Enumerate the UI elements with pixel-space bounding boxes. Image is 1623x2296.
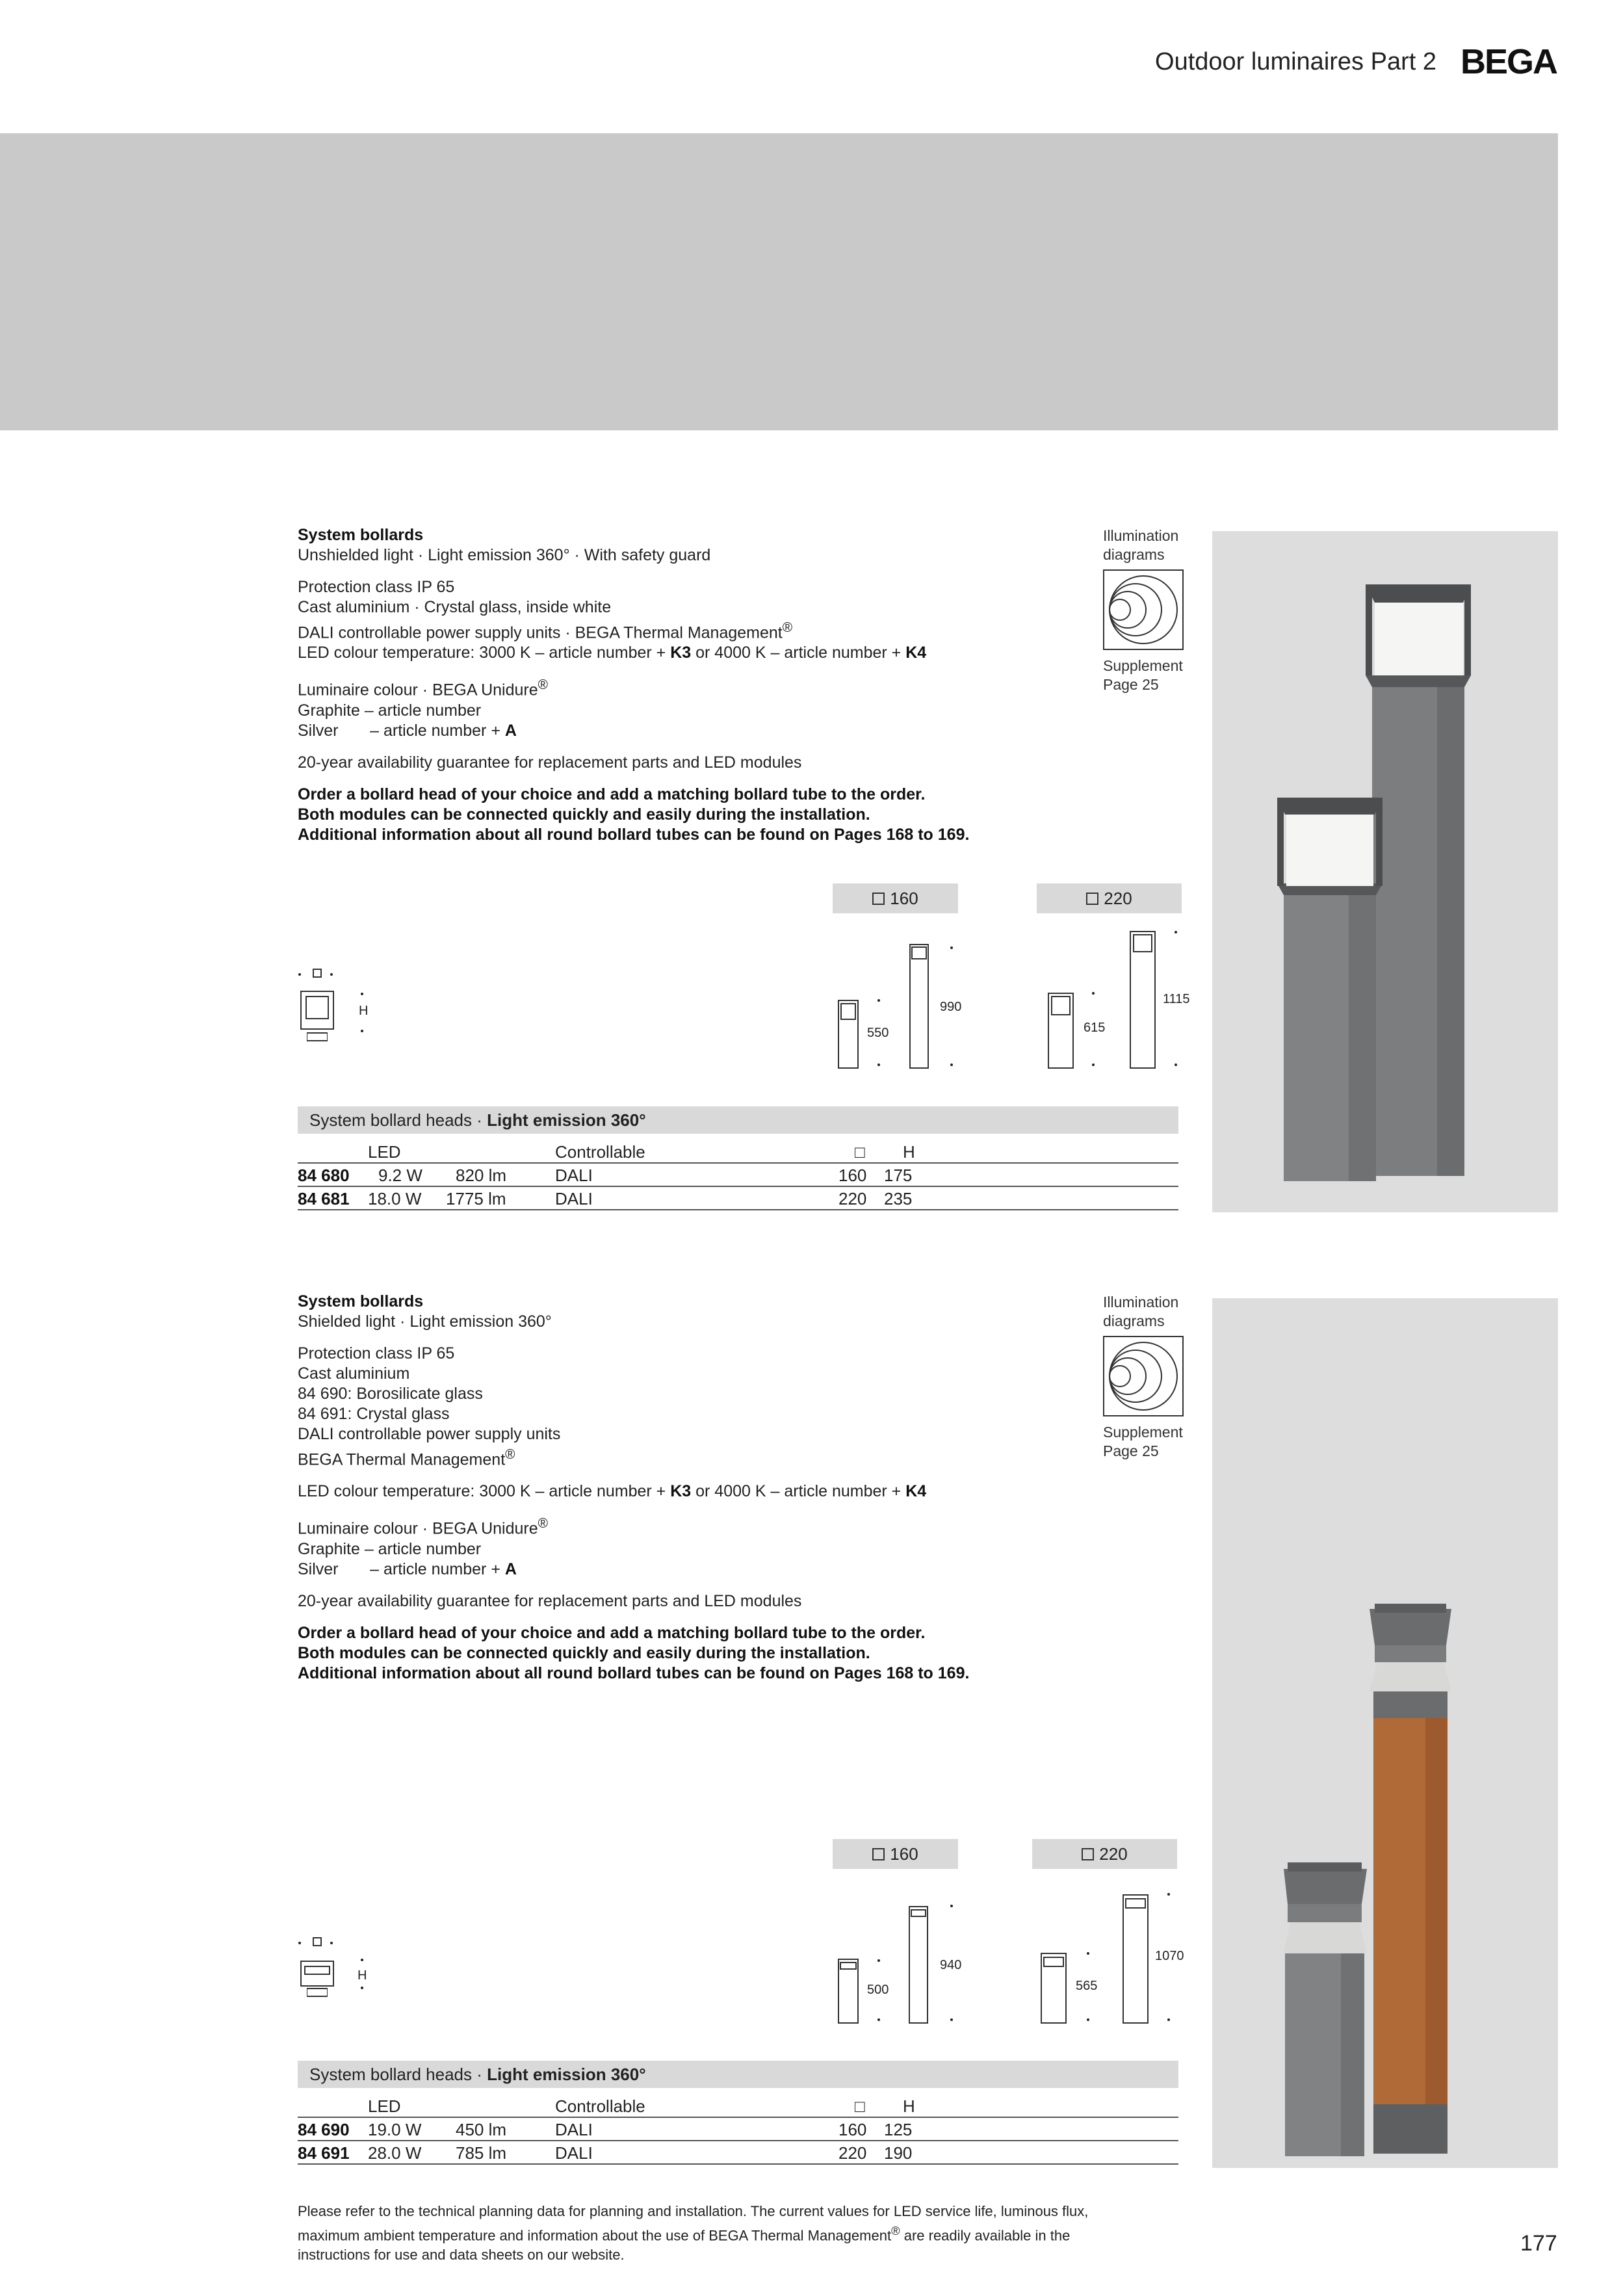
square-icon: [313, 969, 322, 978]
spec-line: 84 690: Borosilicate glass: [298, 1385, 483, 1403]
product-photo: [1212, 531, 1558, 1212]
page-number: 177: [1520, 2231, 1557, 2256]
colour-silver: Silver – article number + A: [298, 721, 517, 740]
table-row: 84 680 9.2 W 820 lm DALI 160 175: [298, 1164, 1178, 1187]
led-colour-line: LED colour temperature: 3000 K – article number + K3 or 4000 K – article number + K4: [298, 644, 927, 662]
product-table: [298, 2094, 1178, 2165]
order-text: Additional information about all round bollard tubes can be found on Pages 168 to 169.: [298, 1663, 970, 1682]
section-unshielded: [298, 525, 1178, 845]
brand-logo: BEGA: [1461, 42, 1557, 81]
spec-line: Cast aluminium: [298, 1364, 410, 1383]
table-header-row: LED Controllable □ H: [298, 1140, 1178, 1164]
section-shielded: [298, 1292, 1178, 1684]
section-subtitle: Shielded light · Light emission 360°: [298, 1312, 552, 1331]
order-text: Both modules can be connected quickly and easily during the installation.: [298, 1643, 870, 1662]
light-distribution-icon: [1103, 1336, 1184, 1416]
square-icon: [1086, 893, 1098, 905]
section-subtitle: Unshielded light · Light emission 360° · With safety guard: [298, 546, 711, 564]
square-icon: [1082, 1848, 1094, 1860]
square-icon: [872, 893, 885, 905]
spec-line: Cast aluminium · Crystal glass, inside white: [298, 598, 612, 616]
order-text: Both modules can be connected quickly and easily during the installation.: [298, 805, 870, 824]
size-tab-160[interactable]: 160: [833, 1839, 958, 1869]
product-table: [298, 1140, 1178, 1210]
table-row: 84 691 28.0 W 785 lm DALI 220 190: [298, 2141, 1178, 2165]
product-photo: [1212, 1298, 1558, 2168]
table-row: 84 690 19.0 W 450 lm DALI 160 125: [298, 2118, 1178, 2141]
spec-line: DALI controllable power supply units · BEGA Thermal Management®: [298, 620, 793, 642]
table-row: 84 681 18.0 W 1775 lm DALI 220 235: [298, 1187, 1178, 1210]
colour-graphite: Graphite – article number: [298, 701, 482, 720]
spec-line: Protection class IP 65: [298, 1344, 455, 1363]
led-colour-line: LED colour temperature: 3000 K – article number + K3 or 4000 K – article number + K4: [298, 1482, 927, 1501]
page-header-title: Outdoor luminaires Part 2: [1155, 48, 1436, 75]
colour-graphite: Graphite – article number: [298, 1539, 482, 1558]
square-icon: [313, 1937, 322, 1946]
square-icon: [872, 1848, 885, 1860]
size-tab-220[interactable]: 220: [1037, 883, 1182, 913]
guarantee-text: 20-year availability guarantee for replacement parts and LED modules: [298, 1591, 802, 1610]
section-title: System bollards: [298, 526, 424, 544]
order-text: Additional information about all round bollard tubes can be found on Pages 168 to 169.: [298, 825, 970, 844]
colour-label: Luminaire colour · BEGA Unidure®: [298, 677, 548, 699]
size-tab-160[interactable]: 160: [833, 883, 958, 913]
spec-line: Protection class IP 65: [298, 578, 455, 596]
colour-silver: Silver – article number + A: [298, 1559, 517, 1578]
order-text: Order a bollard head of your choice and add a matching bollard tube to the order.: [298, 1623, 926, 1642]
guarantee-text: 20-year availability guarantee for replacement parts and LED modules: [298, 753, 802, 772]
colour-label: Luminaire colour · BEGA Unidure®: [298, 1516, 548, 1538]
table-title: System bollard heads · Light emission 360°: [298, 1106, 1178, 1134]
order-text: Order a bollard head of your choice and add a matching bollard tube to the order.: [298, 785, 926, 803]
spec-line: BEGA Thermal Management®: [298, 1447, 515, 1469]
hero-image: [0, 133, 1558, 430]
light-distribution-icon: [1103, 569, 1184, 650]
table-header-row: LED Controllable □ H: [298, 2094, 1178, 2118]
section-title: System bollards: [298, 1292, 424, 1311]
table-title: System bollard heads · Light emission 360°: [298, 2061, 1178, 2088]
size-tab-220[interactable]: 220: [1032, 1839, 1177, 1869]
footnote: Please refer to the technical planning data for planning and installation. The current values for LED service life, luminous flux, maximum ambient temperature and information about the use of BEGA Thermal Management® are readily available in the instructions for use and data sheets on our website.: [298, 2203, 1089, 2263]
spec-line: 84 691: Crystal glass: [298, 1405, 450, 1423]
illumination-diagrams[interactable]: Illumination diagrams Supplement Page 25: [1103, 1294, 1183, 1459]
illumination-diagrams[interactable]: Illumination diagrams Supplement Page 25: [1103, 527, 1183, 693]
spec-line: DALI controllable power supply units: [298, 1425, 561, 1443]
